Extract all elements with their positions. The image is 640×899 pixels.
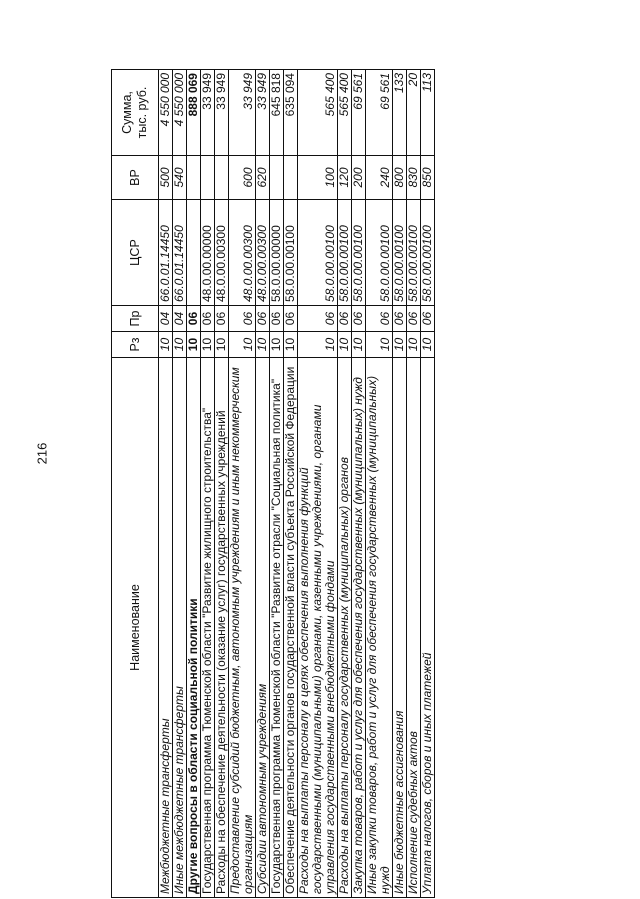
header-vr: ВР <box>112 156 159 200</box>
cell-name: Межбюджетные трансферты <box>159 358 173 898</box>
cell-name: Закупка товаров, работ и услуг для обеспечения государственных (муниципальных) нужд <box>352 358 366 898</box>
cell-sum: 33 949 <box>215 70 229 156</box>
table-row <box>270 70 284 898</box>
cell-sum: 565 400 <box>298 70 338 156</box>
cell-name: Предоставление субсидий бюджетным, автономным учреждениям и иным некоммерческим организациям <box>229 358 256 898</box>
table-row <box>421 70 435 898</box>
cell-vr <box>284 156 298 200</box>
cell-name: Другие вопросы в области социальной политики <box>187 358 201 898</box>
cell-rz: 10 <box>159 332 173 358</box>
cell-csr: 48.0.00.00300 <box>256 200 270 306</box>
cell-name: Расходы на выплаты персоналу государственных (муниципальных) органов <box>338 358 352 898</box>
cell-vr <box>215 156 229 200</box>
page-number: 216 <box>34 442 50 465</box>
cell-rz: 10 <box>187 332 201 358</box>
cell-csr: 48.0.00.00300 <box>215 200 229 306</box>
cell-rz: 10 <box>352 332 366 358</box>
cell-rz: 10 <box>270 332 284 358</box>
cell-name: Иные межбюджетные трансферты <box>173 358 187 898</box>
table-row <box>201 70 215 898</box>
cell-sum: 4 550 000 <box>159 70 173 156</box>
table-row <box>187 70 201 898</box>
cell-sum: 33 949 <box>256 70 270 156</box>
cell-name: Расходы на выплаты персоналу в целях обеспечения выполнения функций государственными (муниципальными) органами, казенными учреждениями, органами управления государственными внебюджетными фондами <box>298 358 338 898</box>
header-csr: ЦСР <box>112 200 159 306</box>
cell-csr: 66.0.01.14450 <box>159 200 173 306</box>
cell-pr: 06 <box>201 306 215 332</box>
cell-rz: 10 <box>366 332 393 358</box>
table-row <box>366 70 393 898</box>
table-row <box>352 70 366 898</box>
table-header <box>112 70 159 898</box>
cell-name: Исполнение судебных актов <box>407 358 421 898</box>
cell-sum: 635 094 <box>284 70 298 156</box>
cell-csr: 58.0.00.00100 <box>393 200 407 306</box>
cell-pr: 06 <box>421 306 435 332</box>
table-row <box>298 70 338 898</box>
cell-csr <box>187 200 201 306</box>
table-row <box>256 70 270 898</box>
table-row <box>284 70 298 898</box>
cell-pr: 06 <box>270 306 284 332</box>
cell-vr: 540 <box>173 156 187 200</box>
cell-name: Расходы на обеспечение деятельности (оказание услуг) государственных учреждений <box>215 358 229 898</box>
cell-sum: 20 <box>407 70 421 156</box>
cell-rz: 10 <box>256 332 270 358</box>
cell-vr: 200 <box>352 156 366 200</box>
cell-vr: 620 <box>256 156 270 200</box>
cell-vr: 120 <box>338 156 352 200</box>
cell-name: Иные бюджетные ассигнования <box>393 358 407 898</box>
table-row <box>173 70 187 898</box>
cell-pr: 06 <box>256 306 270 332</box>
header-pr: Пр <box>112 306 159 332</box>
cell-sum: 565 400 <box>338 70 352 156</box>
cell-csr: 48.0.00.00300 <box>229 200 256 306</box>
cell-pr: 06 <box>187 306 201 332</box>
cell-rz: 10 <box>201 332 215 358</box>
cell-pr: 06 <box>229 306 256 332</box>
cell-csr: 48.0.00.00000 <box>201 200 215 306</box>
table-row <box>229 70 256 898</box>
cell-name: Уплата налогов, сборов и иных платежей <box>421 358 435 898</box>
cell-rz: 10 <box>393 332 407 358</box>
cell-csr: 58.0.00.00000 <box>270 200 284 306</box>
cell-vr: 240 <box>366 156 393 200</box>
cell-csr: 58.0.00.00100 <box>298 200 338 306</box>
cell-sum: 113 <box>421 70 435 156</box>
cell-sum: 33 949 <box>229 70 256 156</box>
cell-pr: 04 <box>173 306 187 332</box>
cell-pr: 04 <box>159 306 173 332</box>
cell-pr: 06 <box>407 306 421 332</box>
cell-csr: 58.0.00.00100 <box>407 200 421 306</box>
header-sum-line2: тыс. руб. <box>135 86 149 139</box>
table-row <box>338 70 352 898</box>
cell-sum: 33 949 <box>201 70 215 156</box>
cell-csr: 58.0.00.00100 <box>338 200 352 306</box>
cell-vr <box>187 156 201 200</box>
cell-csr: 58.0.00.00100 <box>352 200 366 306</box>
cell-csr: 58.0.00.00100 <box>421 200 435 306</box>
rotated-page-content <box>111 70 559 898</box>
cell-sum: 4 550 000 <box>173 70 187 156</box>
cell-vr <box>201 156 215 200</box>
cell-sum: 645 818 <box>270 70 284 156</box>
cell-vr: 850 <box>421 156 435 200</box>
table-row <box>215 70 229 898</box>
table-row <box>393 70 407 898</box>
cell-rz: 10 <box>284 332 298 358</box>
cell-pr: 06 <box>393 306 407 332</box>
cell-name: Субсидии автономным учреждениям <box>256 358 270 898</box>
cell-pr: 06 <box>215 306 229 332</box>
budget-table <box>111 69 435 898</box>
header-name: Наименование <box>112 358 159 898</box>
cell-name: Государственная программа Тюменской области "Развитие отрасли "Социальная политика" <box>270 358 284 898</box>
cell-vr: 800 <box>393 156 407 200</box>
cell-rz: 10 <box>173 332 187 358</box>
table-row <box>407 70 421 898</box>
cell-vr: 600 <box>229 156 256 200</box>
cell-name: Обеспечение деятельности органов государственной власти субъекта Российской Федерации <box>284 358 298 898</box>
header-sum-line1: Сумма, <box>120 91 134 134</box>
cell-vr: 830 <box>407 156 421 200</box>
cell-csr: 58.0.00.00100 <box>366 200 393 306</box>
cell-pr: 06 <box>284 306 298 332</box>
cell-csr: 58.0.00.00100 <box>284 200 298 306</box>
table-body <box>159 70 435 898</box>
table-row <box>159 70 173 898</box>
cell-vr: 100 <box>298 156 338 200</box>
cell-sum: 69 561 <box>366 70 393 156</box>
cell-name: Иные закупки товаров, работ и услуг для обеспечения государственных (муниципальных) нужд <box>366 358 393 898</box>
cell-csr: 66.0.01.14450 <box>173 200 187 306</box>
header-rz: Рз <box>112 332 159 358</box>
cell-rz: 10 <box>229 332 256 358</box>
cell-pr: 06 <box>338 306 352 332</box>
cell-sum: 69 561 <box>352 70 366 156</box>
cell-rz: 10 <box>407 332 421 358</box>
cell-vr: 500 <box>159 156 173 200</box>
header-sum <box>112 70 159 156</box>
cell-name: Государственная программа Тюменской области "Развитие жилищного строительства" <box>201 358 215 898</box>
cell-sum: 133 <box>393 70 407 156</box>
cell-rz: 10 <box>215 332 229 358</box>
cell-rz: 10 <box>421 332 435 358</box>
cell-rz: 10 <box>298 332 338 358</box>
cell-pr: 06 <box>298 306 338 332</box>
cell-rz: 10 <box>338 332 352 358</box>
cell-pr: 06 <box>366 306 393 332</box>
cell-sum: 888 069 <box>187 70 201 156</box>
cell-pr: 06 <box>352 306 366 332</box>
cell-vr <box>270 156 284 200</box>
